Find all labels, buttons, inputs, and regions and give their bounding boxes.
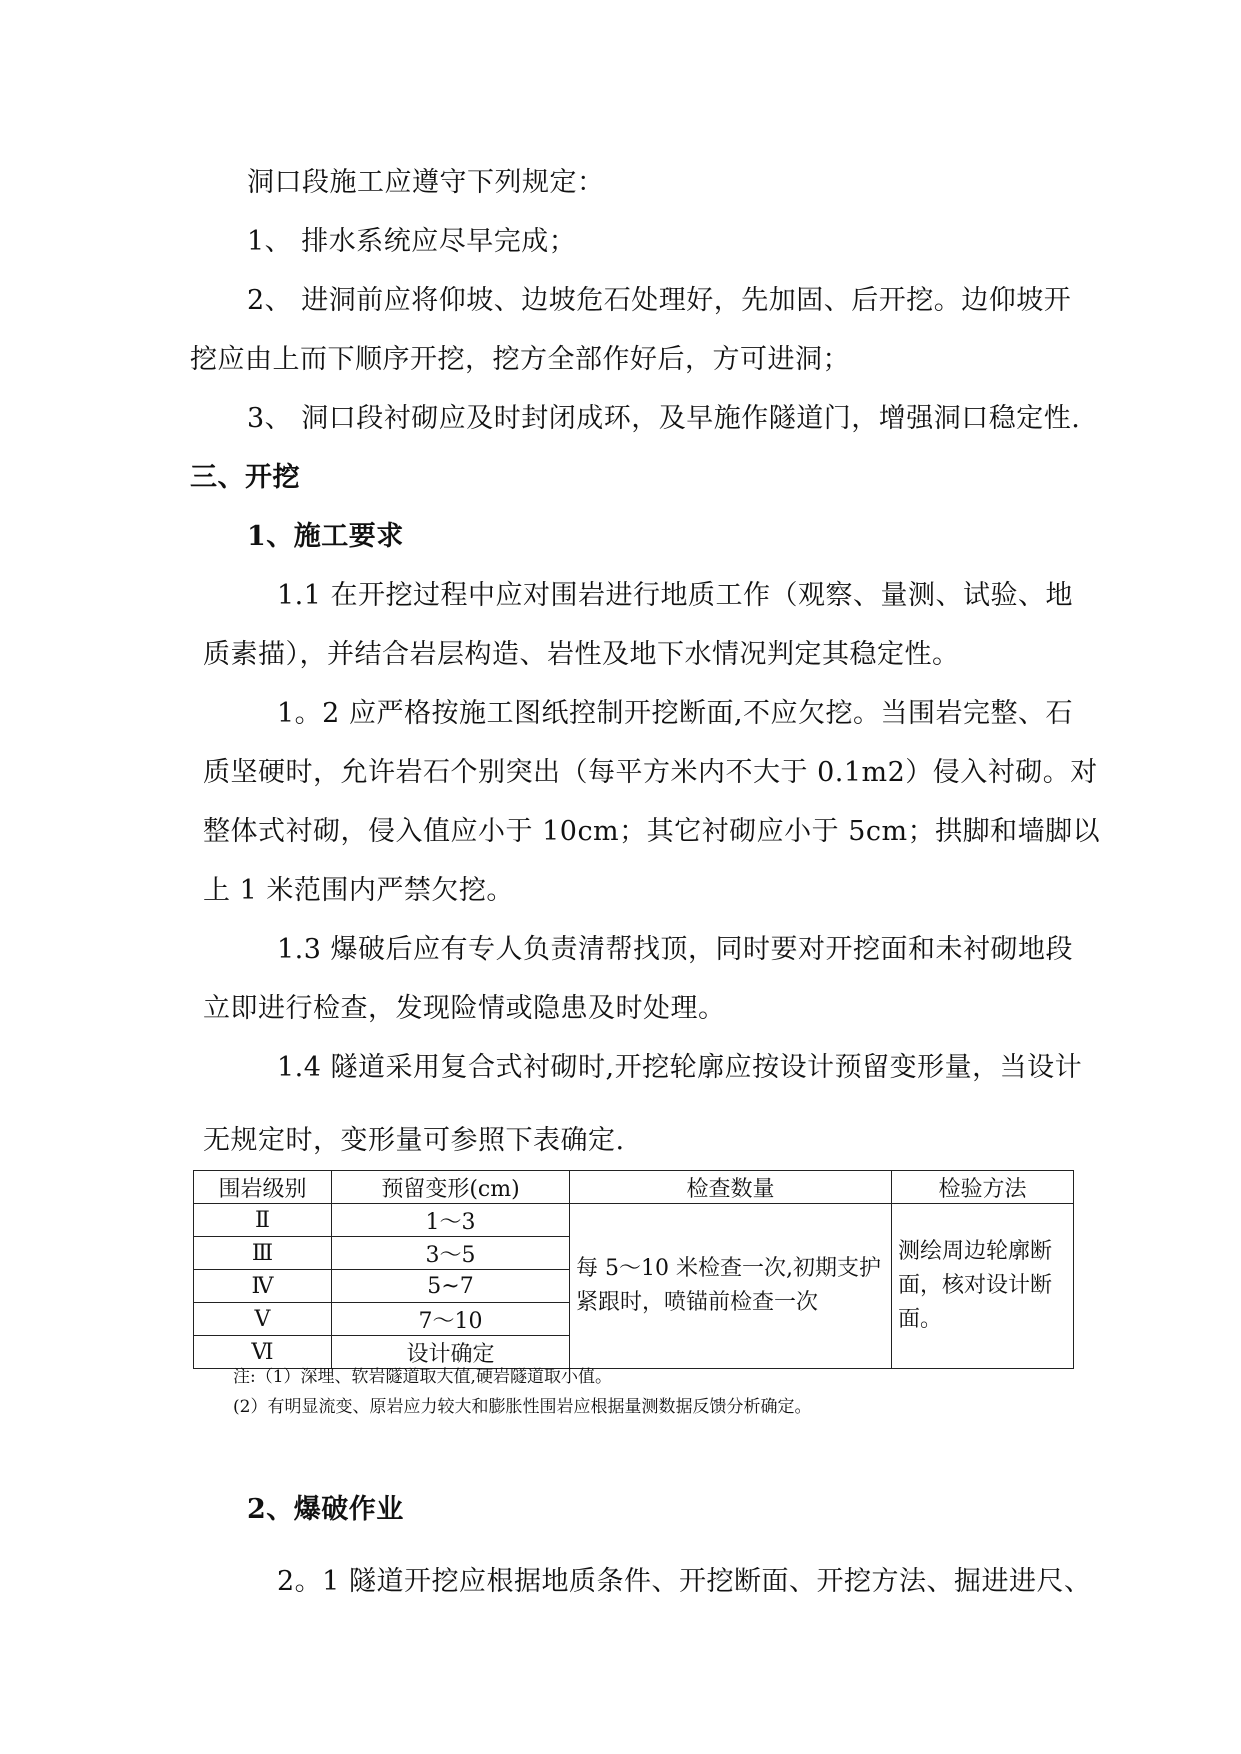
rock-grade-cell: Ⅴ	[194, 1303, 332, 1336]
rule-3: 3、 洞口段衬砌应及时封闭成环，及早施作隧道门，增强洞口稳定性.	[247, 403, 1081, 434]
para-1-3-cont: 立即进行检查，发现险情或隐患及时处理。	[203, 993, 726, 1024]
check-quantity-cell: 每 5～10 米检查一次,初期支护紧跟时，喷锚前检查一次	[570, 1204, 892, 1369]
rule-1: 1、 排水系统应尽早完成；	[247, 226, 577, 257]
para-1-2-cont3: 上 1 米范围内严禁欠挖。	[203, 875, 514, 906]
deformation-cell: 5~7	[332, 1270, 570, 1303]
rock-grade-cell: Ⅵ	[194, 1336, 332, 1369]
para-1-1: 1.1 在开挖过程中应对围岩进行地质工作（观察、量测、试验、地	[277, 580, 1074, 611]
table-header-row	[194, 1171, 1074, 1204]
para-1-2: 1。2 应严格按施工图纸控制开挖断面,不应欠挖。当围岩完整、石	[277, 698, 1074, 729]
rock-grade-cell: Ⅲ	[194, 1237, 332, 1270]
deformation-cell: 3～5	[332, 1237, 570, 1270]
para-1-2-cont1: 质坚硬时，允许岩石个别突出（每平方米内不大于 0.1m2）侵入衬砌。对	[203, 757, 1098, 788]
rule-2: 2、 进洞前应将仰坡、边坡危石处理好，先加固、后开挖。边仰坡开	[247, 285, 1072, 316]
rock-grade-cell: Ⅱ	[194, 1204, 332, 1237]
subsection-1-title: 1、施工要求	[247, 521, 404, 552]
header-rock-grade: 围岩级别	[194, 1171, 332, 1204]
table-note-2: (2）有明显流变、原岩应力较大和膨胀性围岩应根据量测数据反馈分析确定。	[233, 1397, 812, 1417]
intro-text: 洞口段施工应遵守下列规定：	[247, 167, 605, 198]
para-1-2-cont2: 整体式衬砌，侵入值应小于 10cm；其它衬砌应小于 5cm；拱脚和墙脚以	[203, 816, 1101, 847]
deformation-cell: 7～10	[332, 1303, 570, 1336]
header-check-quantity: 检查数量	[570, 1171, 892, 1204]
rule-2-cont: 挖应由上而下顺序开挖，挖方全部作好后，方可进洞；	[190, 344, 850, 375]
deformation-table	[193, 1170, 1074, 1369]
table-note-1: 注:（1）深埋、软岩隧道取大值,硬岩隧道取小值。	[233, 1367, 612, 1387]
para-2-1: 2。1 隧道开挖应根据地质条件、开挖断面、开挖方法、掘进进尺、	[277, 1566, 1092, 1597]
check-method-cell: 测绘周边轮廓断面，核对设计断面。	[892, 1204, 1074, 1369]
rock-grade-cell: Ⅳ	[194, 1270, 332, 1303]
para-1-3: 1.3 爆破后应有专人负责清帮找顶，同时要对开挖面和未衬砌地段	[277, 934, 1074, 965]
deformation-cell: 设计确定	[332, 1336, 570, 1369]
header-reserved-deformation: 预留变形(cm)	[332, 1171, 570, 1204]
para-1-1-cont: 质素描），并结合岩层构造、岩性及地下水情况判定其稳定性。	[203, 639, 960, 670]
deformation-cell: 1～3	[332, 1204, 570, 1237]
table-row	[194, 1204, 1074, 1237]
subsection-2-title: 2、爆破作业	[247, 1494, 404, 1525]
section-title: 三、开挖	[190, 462, 300, 493]
para-1-4: 1.4 隧道采用复合式衬砌时,开挖轮廓应按设计预留变形量，当设计	[277, 1052, 1083, 1083]
header-check-method: 检验方法	[892, 1171, 1074, 1204]
para-1-4-cont: 无规定时，变形量可参照下表确定.	[203, 1125, 625, 1156]
